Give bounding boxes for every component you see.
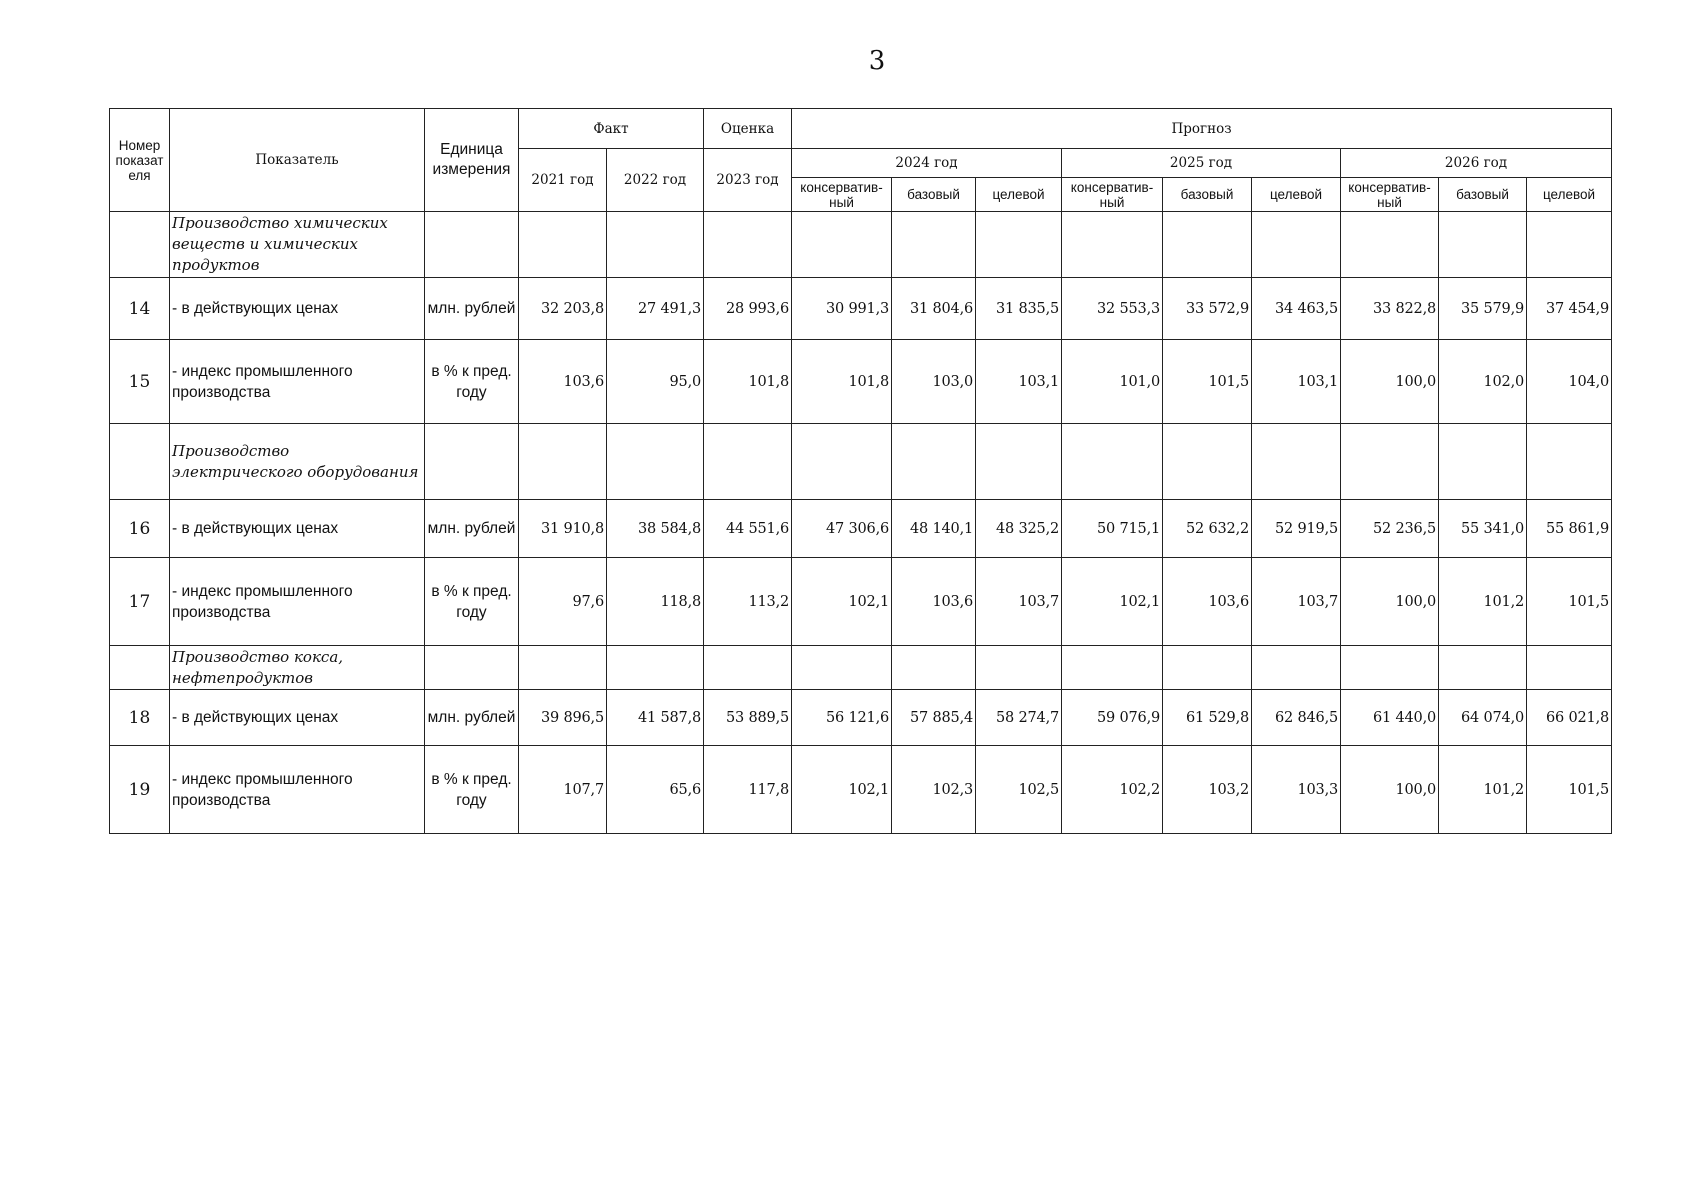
header-2024-base: базовый	[892, 178, 976, 212]
empty-cell	[1163, 212, 1252, 278]
value-cell: 31 804,6	[892, 278, 976, 340]
table-row	[110, 746, 1612, 834]
value-cell: 61 440,0	[1341, 690, 1439, 746]
value-cell: 38 584,8	[607, 500, 704, 558]
empty-cell	[792, 646, 892, 690]
value-cell: 39 896,5	[519, 690, 607, 746]
empty-cell	[892, 424, 976, 500]
value-cell: 103,3	[1252, 746, 1341, 834]
value-cell: 101,5	[1527, 746, 1612, 834]
empty-cell	[110, 646, 170, 690]
value-cell: 100,0	[1341, 558, 1439, 646]
empty-cell	[704, 646, 792, 690]
row-number: 19	[110, 746, 170, 834]
header-2025-conservative: консерватив-ный	[1062, 178, 1163, 212]
value-cell: 103,0	[892, 340, 976, 424]
value-cell: 31 910,8	[519, 500, 607, 558]
empty-cell	[1252, 424, 1341, 500]
header-2026-base: базовый	[1439, 178, 1527, 212]
value-cell: 48 140,1	[892, 500, 976, 558]
empty-cell	[892, 212, 976, 278]
value-cell: 32 203,8	[519, 278, 607, 340]
section-row	[110, 212, 1612, 278]
value-cell: 101,8	[792, 340, 892, 424]
value-cell: 103,6	[892, 558, 976, 646]
section-title: Производство электрического оборудования	[170, 424, 425, 500]
value-cell: 53 889,5	[704, 690, 792, 746]
table-row	[110, 558, 1612, 646]
value-cell: 107,7	[519, 746, 607, 834]
value-cell: 55 861,9	[1527, 500, 1612, 558]
empty-cell	[1252, 212, 1341, 278]
value-cell: 62 846,5	[1252, 690, 1341, 746]
empty-cell	[110, 424, 170, 500]
value-cell: 103,2	[1163, 746, 1252, 834]
value-cell: 64 074,0	[1439, 690, 1527, 746]
value-cell: 101,0	[1062, 340, 1163, 424]
empty-cell	[425, 424, 519, 500]
row-number: 17	[110, 558, 170, 646]
table-body	[110, 212, 1612, 834]
empty-cell	[1062, 424, 1163, 500]
header-number: Номер показат еля	[110, 109, 170, 212]
table-row	[110, 278, 1612, 340]
header-2025-target: целевой	[1252, 178, 1341, 212]
empty-cell	[519, 646, 607, 690]
value-cell: 101,5	[1527, 558, 1612, 646]
empty-cell	[1252, 646, 1341, 690]
value-cell: 35 579,9	[1439, 278, 1527, 340]
row-label: - индекс промышленного производства	[170, 340, 425, 424]
value-cell: 104,0	[1527, 340, 1612, 424]
value-cell: 47 306,6	[792, 500, 892, 558]
section-title: Производство кокса, нефтепродуктов	[170, 646, 425, 690]
section-row	[110, 646, 1612, 690]
empty-cell	[1527, 646, 1612, 690]
value-cell: 102,3	[892, 746, 976, 834]
empty-cell	[704, 424, 792, 500]
header-fact: Факт	[519, 109, 704, 149]
row-label: - индекс промышленного производства	[170, 558, 425, 646]
row-unit: в % к пред. году	[425, 746, 519, 834]
empty-cell	[1439, 646, 1527, 690]
header-2024-target: целевой	[976, 178, 1062, 212]
header-unit: Единица измерения	[425, 109, 519, 212]
value-cell: 100,0	[1341, 340, 1439, 424]
value-cell: 65,6	[607, 746, 704, 834]
value-cell: 27 491,3	[607, 278, 704, 340]
empty-cell	[1062, 646, 1163, 690]
empty-cell	[976, 424, 1062, 500]
empty-cell	[1341, 646, 1439, 690]
table-row	[110, 340, 1612, 424]
value-cell: 33 572,9	[1163, 278, 1252, 340]
empty-cell	[1341, 212, 1439, 278]
empty-cell	[519, 212, 607, 278]
empty-cell	[892, 646, 976, 690]
empty-cell	[1527, 212, 1612, 278]
value-cell: 95,0	[607, 340, 704, 424]
section-title: Производство химических веществ и химических продуктов	[170, 212, 425, 278]
row-unit: в % к пред. году	[425, 340, 519, 424]
empty-cell	[792, 212, 892, 278]
row-unit: в % к пред. году	[425, 558, 519, 646]
table-row	[110, 500, 1612, 558]
empty-cell	[1341, 424, 1439, 500]
row-number: 16	[110, 500, 170, 558]
value-cell: 102,1	[792, 558, 892, 646]
value-cell: 102,1	[792, 746, 892, 834]
value-cell: 103,1	[976, 340, 1062, 424]
value-cell: 31 835,5	[976, 278, 1062, 340]
value-cell: 32 553,3	[1062, 278, 1163, 340]
value-cell: 117,8	[704, 746, 792, 834]
row-label: - в действующих ценах	[170, 690, 425, 746]
empty-cell	[1439, 424, 1527, 500]
value-cell: 52 236,5	[1341, 500, 1439, 558]
empty-cell	[976, 646, 1062, 690]
row-label: - индекс промышленного производства	[170, 746, 425, 834]
empty-cell	[792, 424, 892, 500]
row-unit: млн. рублей	[425, 278, 519, 340]
value-cell: 101,2	[1439, 746, 1527, 834]
value-cell: 34 463,5	[1252, 278, 1341, 340]
value-cell: 97,6	[519, 558, 607, 646]
header-year-2024: 2024 год	[792, 149, 1062, 178]
header-indicator: Показатель	[170, 109, 425, 212]
value-cell: 113,2	[704, 558, 792, 646]
value-cell: 44 551,6	[704, 500, 792, 558]
value-cell: 103,6	[1163, 558, 1252, 646]
empty-cell	[704, 212, 792, 278]
empty-cell	[1062, 212, 1163, 278]
value-cell: 102,2	[1062, 746, 1163, 834]
forecast-table	[109, 108, 1612, 834]
value-cell: 103,1	[1252, 340, 1341, 424]
value-cell: 103,7	[1252, 558, 1341, 646]
row-unit: млн. рублей	[425, 500, 519, 558]
header-year-2021: 2021 год	[519, 149, 607, 212]
header-2024-conservative: консерватив-ный	[792, 178, 892, 212]
header-year-2026: 2026 год	[1341, 149, 1612, 178]
header-2025-base: базовый	[1163, 178, 1252, 212]
row-label: - в действующих ценах	[170, 500, 425, 558]
value-cell: 101,2	[1439, 558, 1527, 646]
header-2026-conservative: консерватив-ный	[1341, 178, 1439, 212]
row-number: 15	[110, 340, 170, 424]
table-header	[110, 109, 1612, 212]
empty-cell	[607, 212, 704, 278]
value-cell: 103,7	[976, 558, 1062, 646]
empty-cell	[607, 424, 704, 500]
empty-cell	[1163, 646, 1252, 690]
empty-cell	[425, 646, 519, 690]
value-cell: 55 341,0	[1439, 500, 1527, 558]
value-cell: 58 274,7	[976, 690, 1062, 746]
value-cell: 28 993,6	[704, 278, 792, 340]
value-cell: 37 454,9	[1527, 278, 1612, 340]
header-year-2023: 2023 год	[704, 149, 792, 212]
empty-cell	[1527, 424, 1612, 500]
empty-cell	[1439, 212, 1527, 278]
value-cell: 30 991,3	[792, 278, 892, 340]
value-cell: 52 919,5	[1252, 500, 1341, 558]
table-row	[110, 690, 1612, 746]
value-cell: 102,0	[1439, 340, 1527, 424]
value-cell: 100,0	[1341, 746, 1439, 834]
value-cell: 66 021,8	[1527, 690, 1612, 746]
row-number: 14	[110, 278, 170, 340]
value-cell: 61 529,8	[1163, 690, 1252, 746]
empty-cell	[519, 424, 607, 500]
empty-cell	[607, 646, 704, 690]
page-number: 3	[868, 46, 886, 76]
value-cell: 59 076,9	[1062, 690, 1163, 746]
section-row	[110, 424, 1612, 500]
row-number: 18	[110, 690, 170, 746]
header-2026-target: целевой	[1527, 178, 1612, 212]
value-cell: 102,5	[976, 746, 1062, 834]
value-cell: 50 715,1	[1062, 500, 1163, 558]
header-estimate: Оценка	[704, 109, 792, 149]
empty-cell	[976, 212, 1062, 278]
empty-cell	[1163, 424, 1252, 500]
value-cell: 118,8	[607, 558, 704, 646]
empty-cell	[110, 212, 170, 278]
header-year-2022: 2022 год	[607, 149, 704, 212]
value-cell: 33 822,8	[1341, 278, 1439, 340]
value-cell: 103,6	[519, 340, 607, 424]
row-label: - в действующих ценах	[170, 278, 425, 340]
value-cell: 102,1	[1062, 558, 1163, 646]
value-cell: 48 325,2	[976, 500, 1062, 558]
value-cell: 41 587,8	[607, 690, 704, 746]
header-year-2025: 2025 год	[1062, 149, 1341, 178]
row-unit: млн. рублей	[425, 690, 519, 746]
value-cell: 56 121,6	[792, 690, 892, 746]
header-forecast: Прогноз	[792, 109, 1612, 149]
value-cell: 52 632,2	[1163, 500, 1252, 558]
value-cell: 57 885,4	[892, 690, 976, 746]
empty-cell	[425, 212, 519, 278]
value-cell: 101,5	[1163, 340, 1252, 424]
value-cell: 101,8	[704, 340, 792, 424]
